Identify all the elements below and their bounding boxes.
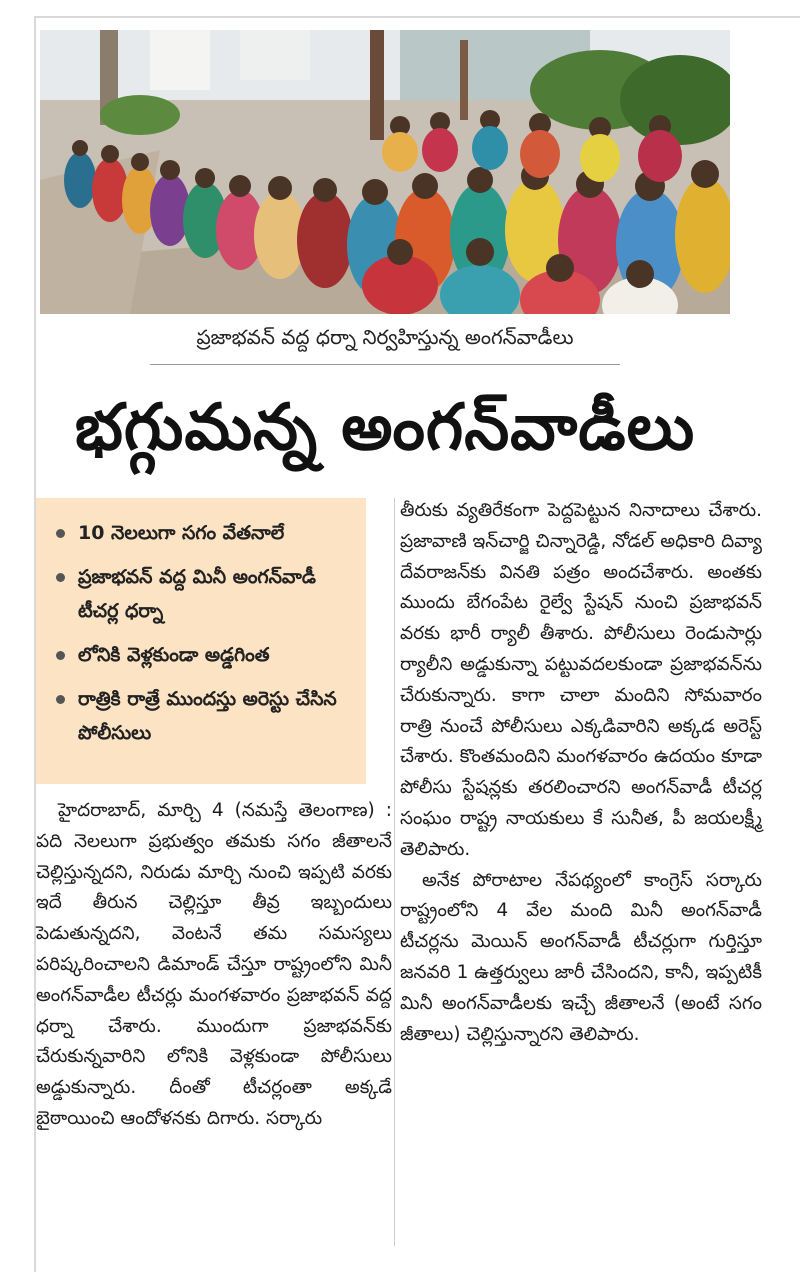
highlight-item — [50, 516, 356, 550]
highlights-box — [36, 498, 366, 784]
photo-caption: ప్రజాభవన్ వద్ద ధర్నా నిర్వహిస్తున్న అంగన్‌వాడీలు — [196, 325, 574, 349]
highlight-item — [50, 682, 356, 750]
crowd-photo-illustration — [40, 30, 730, 314]
article-paragraph: తీరుకు వ్యతిరేకంగా పెద్దపెట్టున నినాదాలు చేశారు. ప్రజావాణి ఇన్‌చార్జి చిన్నారెడ్డి, నోడల్ అధికారి దివ్యా దేవరాజన్‌కు వినతి పత్రం అందచేశారు. అంతకు ముందు బేగంపేట రైల్వే స్టేషన్ నుంచి ప్రజాభవన్ వరకు భారీ ర్యాలీ తీశారు. పోలీసులు రెండుసార్లు ర్యాలీని అడ్డుకున్నా పట్టువదలకుండా ప్రజాభవన్‌ను చేరుకున్నారు. కాగా చాలా మందిని సోమవారం రాత్రి నుంచే పోలీసులు ఎక్కడివారిని అక్కడ అరెస్ట్ చేశారు. కొంతమందిని మంగళవారం ఉదయం కూడా పోలీసు స్టేషన్లకు తరలించారని అంగన్‌వాడీ టీచర్ల సంఘం రాష్ట్ర నాయకులు కే సునీత, పీ జయలక్ష్మీ తెలిపారు. — [400, 500, 762, 860]
bullet-icon — [56, 529, 65, 538]
highlight-text: ప్రజాభవన్ వద్ద మినీ అంగన్‌వాడీ టీచర్ల ధర్నా — [78, 566, 316, 622]
highlight-text: లోనికి వెళ్లకుండా అడ్డగింత — [78, 644, 270, 666]
article-column-right — [400, 496, 762, 1050]
highlight-text: రాత్రికి రాత్రే ముందస్తు అరెస్టు చేసిన పోలీసులు — [78, 688, 337, 744]
article-column-left — [36, 796, 392, 1135]
news-photo — [40, 30, 730, 314]
column-divider — [394, 498, 395, 1246]
bullet-icon — [56, 651, 65, 660]
headline: భగ్గుమన్న అంగన్‌వాడీలు — [74, 391, 696, 465]
highlight-item — [50, 638, 356, 672]
bullet-icon — [56, 573, 65, 582]
highlight-text: 10 నెలలుగా సగం వేతనాలే — [78, 522, 285, 544]
caption-divider — [150, 364, 620, 365]
article-paragraph: అనేక పోరాటాల నేపథ్యంలో కాంగ్రెస్ సర్కారు రాష్ట్రంలోని 4 వేల మంది మినీ అంగన్‌వాడీ టీచర్లను మెయిన్ అంగన్‌వాడీ టీచర్లుగా గుర్తిస్తూ జనవరి 1 ఉత్తర్వులు జారీ చేసిందని, కానీ, ఇప్పటికీ మినీ అంగన్‌వాడీలకు ఇచ్చే జీతాలనే (అంటే సగం జీతాలు) చెల్లిస్తున్నారని తెలిపారు. — [400, 869, 762, 1045]
highlight-item — [50, 560, 356, 628]
article-paragraph: హైదరాబాద్, మార్చి 4 (నమస్తే తెలంగాణ) : పది నెలలుగా ప్రభుత్వం తమకు సగం జీతాలనే చెల్లిస్తున్నదని, నిరుడు మార్చి నుంచి ఇప్పటి వరకు ఇదే తీరున చెల్లిస్తూ తీవ్ర ఇబ్బందులు పెడుతున్నదని, వెంటనే తమ సమస్యలు పరిష్కరించాలని డిమాండ్ చేస్తూ రాష్ట్రంలోని మినీ అంగన్‌వాడీల టీచర్లు మంగళవారం ప్రజాభవన్ వద్ద ధర్నా చేశారు. ముందుగా ప్రజాభవన్‌కు చేరుకున్నవారిని లోనికి వెళ్లకుండా పోలీసులు అడ్డుకున్నారు. దీంతో టీచర్లంతా అక్కడే బైఠాయించి ఆందోళనకు దిగారు. సర్కారు — [36, 800, 392, 1129]
bullet-icon — [56, 695, 65, 704]
